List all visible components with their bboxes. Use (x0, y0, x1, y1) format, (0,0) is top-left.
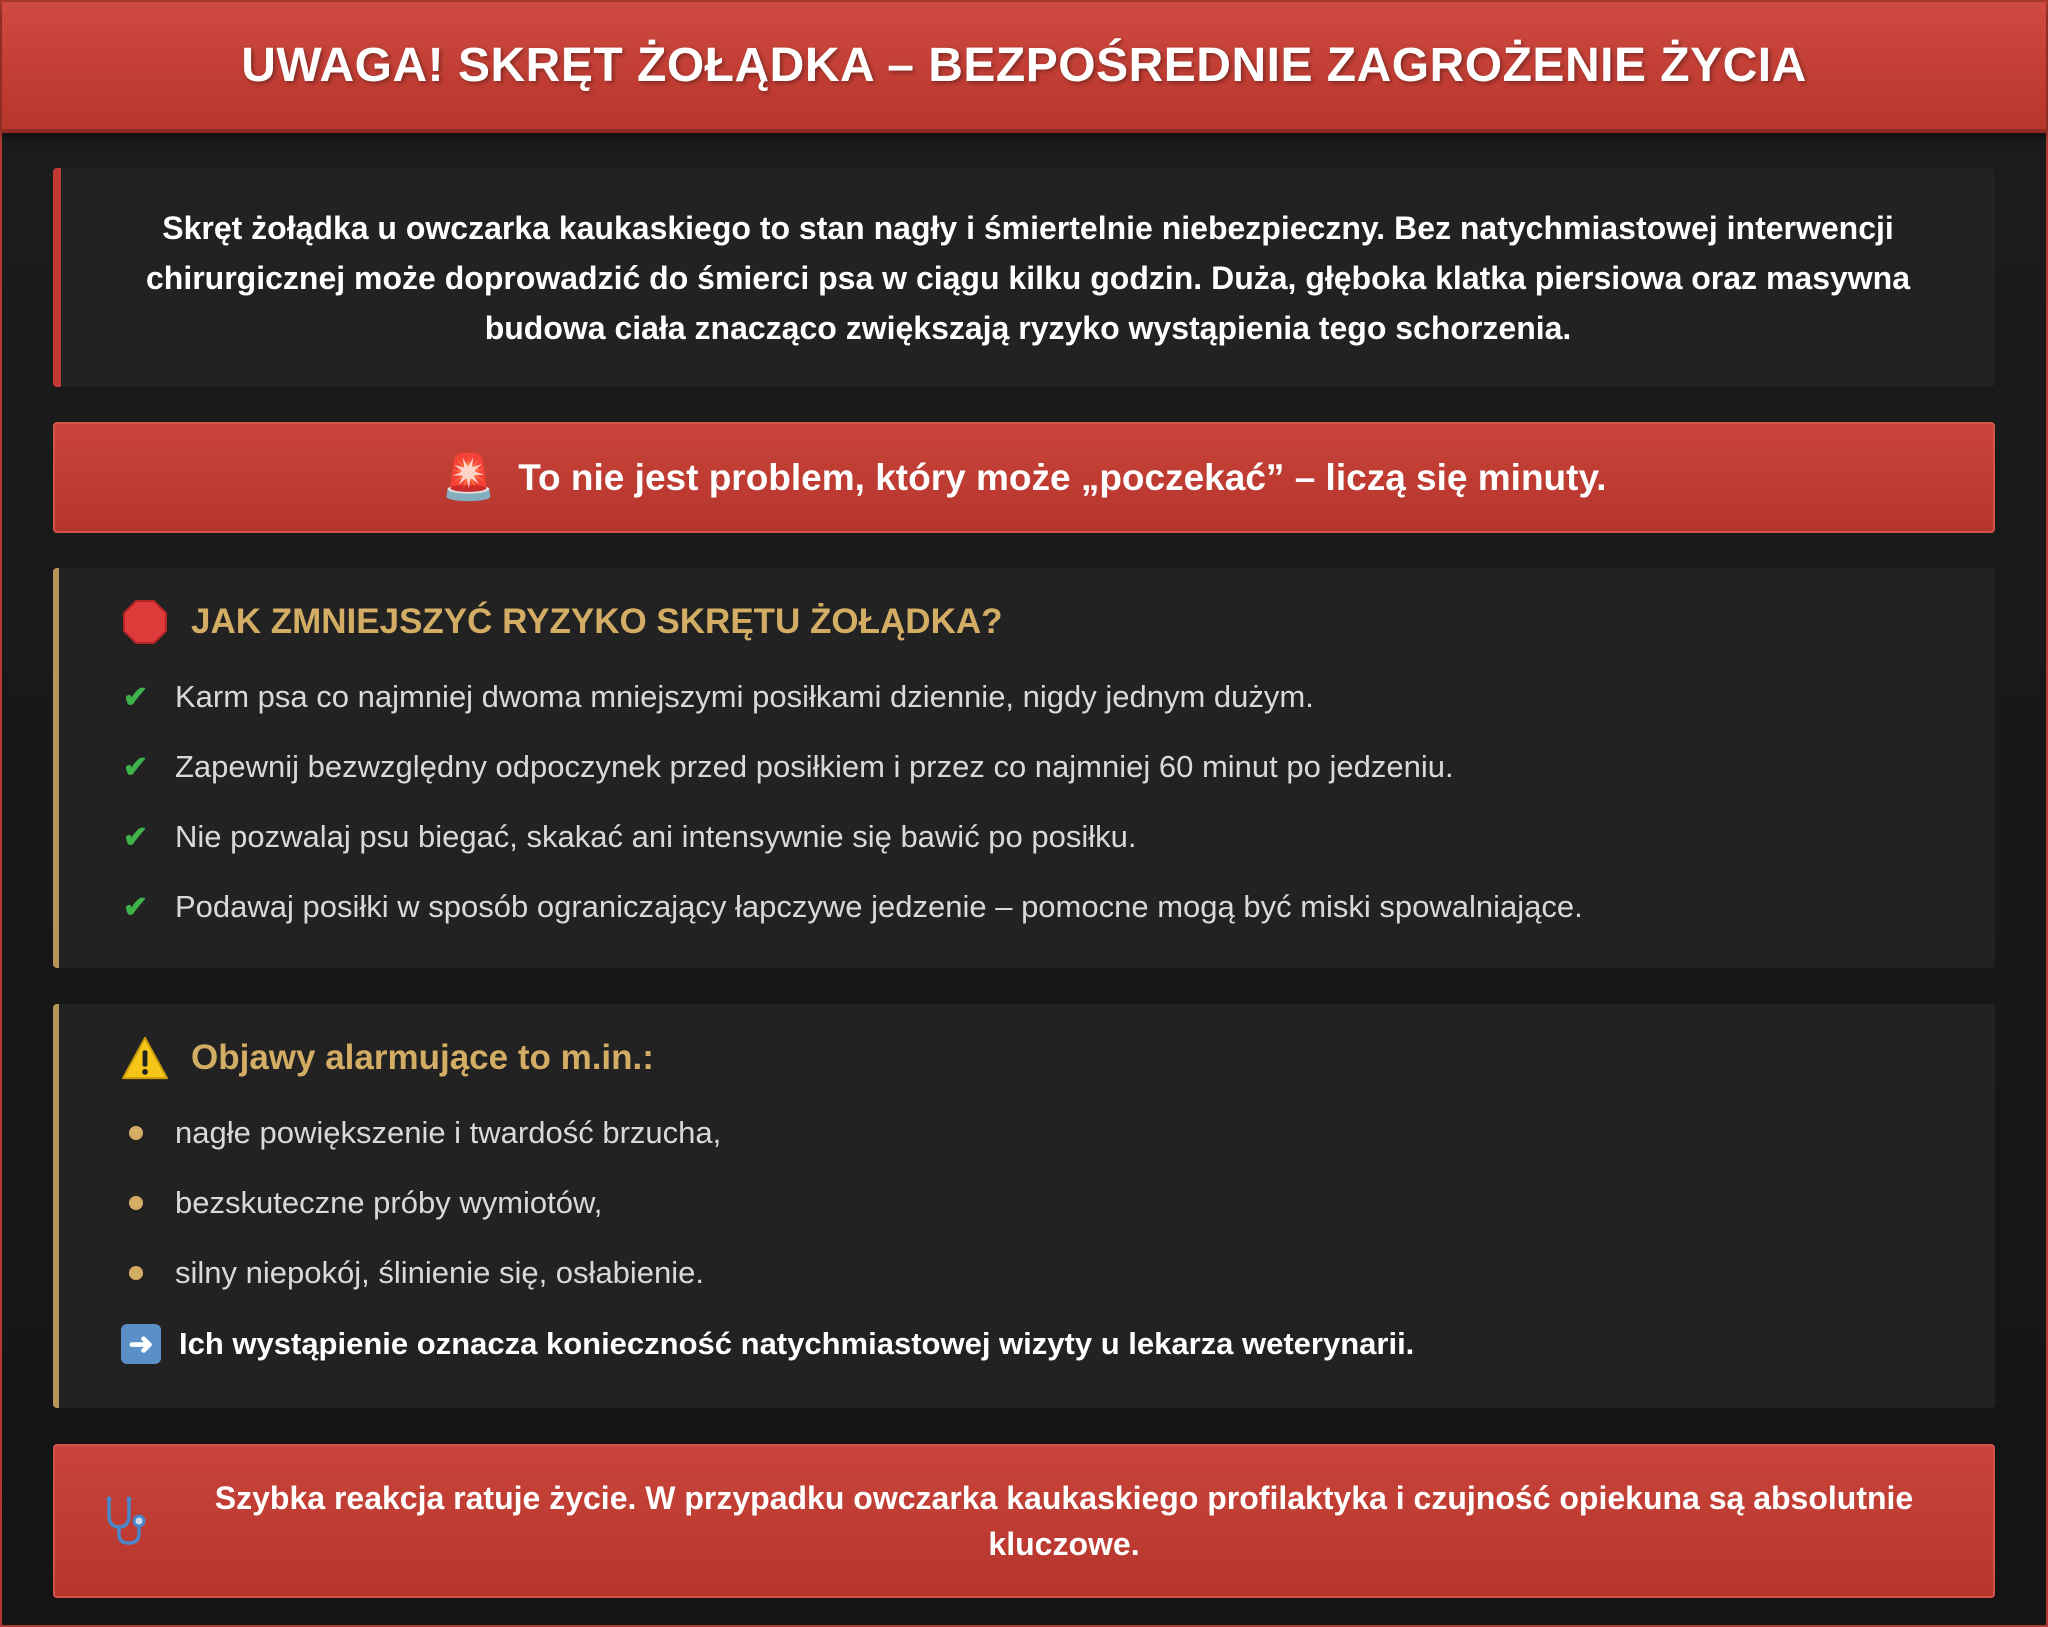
header-banner (2, 2, 2046, 133)
bullet-icon (121, 1196, 175, 1210)
list-item-text: Podawaj posiłki w sposób ograniczający łapczywe jedzenie – pomocne mogą być miski spowalniające. (175, 889, 1583, 924)
footer-banner (53, 1444, 1995, 1598)
intro-box (53, 168, 1995, 387)
list-item-text: Karm psa co najmniej dwoma mniejszymi posiłkami dziennie, nigdy jednym dużym. (175, 679, 1314, 714)
list-item-text: silny niepokój, ślinienie się, osłabienie. (175, 1255, 705, 1290)
checkmark-icon: ✔ (123, 750, 149, 784)
alert-banner (53, 422, 1995, 533)
alert-text: To nie jest problem, który może „poczekać” – liczą się minuty. (518, 456, 1607, 498)
checkmark-icon: ✔ (123, 890, 149, 924)
intro-text: Skręt żołądka u owczarka kaukaskiego to stan nagły i śmiertelnie niebezpieczny. Bez natychmiastowej interwencji chirurgicznej może doprowadzić do śmierci psa w ciągu kilku godzin. Duża, głęboka klatka piersiowa oraz masywna budowa ciała znacząco zwiększają ryzyko wystąpienia tego schorzenia. (145, 209, 1911, 346)
list-item-text: Nie pozwalaj psu biegać, skakać ani intensywnie się bawić po posiłku. (175, 819, 1137, 854)
list-item-text: nagłe powiększenie i twardość brzucha, (175, 1115, 722, 1150)
bullet-icon (121, 1266, 175, 1280)
main-content (2, 133, 2046, 1598)
risk-list (121, 662, 1995, 942)
symptoms-conclusion (121, 1314, 1995, 1374)
page-title: UWAGA! SKRĘT ŻOŁĄDKA – BEZPOŚREDNIE ZAGROŻENIE ŻYCIA (241, 39, 1807, 92)
checkmark-icon: ✔ (123, 820, 149, 854)
list-item-text: bezskuteczne próby wymiotów, (175, 1185, 603, 1220)
list-item (121, 732, 1995, 802)
siren-icon: 🚨 (441, 452, 497, 502)
list-item (121, 872, 1995, 942)
stop-sign-icon (121, 598, 169, 646)
arrow-right-icon: ➜ (121, 1324, 161, 1364)
stethoscope-icon (99, 1493, 155, 1549)
list-item-text: Zapewnij bezwzględny odpoczynek przed posiłkiem i przez co najmniej 60 minut po jedzeniu. (175, 749, 1454, 784)
risk-section-title: JAK ZMNIEJSZYĆ RYZYKO SKRĘTU ŻOŁĄDKA? (191, 602, 1003, 641)
list-item (121, 1238, 1995, 1308)
list-item (121, 1098, 1995, 1168)
footer-text: Szybka reakcja ratuje życie. W przypadku owczarka kaukaskiego profilaktyka i czujność opiekuna są absolutnie kluczowe. (214, 1480, 1914, 1562)
symptoms-section (53, 1004, 1995, 1408)
list-item (121, 662, 1995, 732)
risk-section (53, 568, 1995, 968)
symptoms-section-header (121, 1032, 1995, 1084)
risk-section-header (121, 596, 1995, 648)
list-item (121, 802, 1995, 872)
warning-icon (121, 1034, 169, 1082)
symptoms-section-title: Objawy alarmujące to m.in.: (191, 1038, 654, 1077)
checkmark-icon: ✔ (123, 680, 149, 714)
bullet-icon (121, 1126, 175, 1140)
list-item (121, 1168, 1995, 1238)
symptoms-list (121, 1098, 1995, 1308)
conclusion-text: Ich wystąpienie oznacza konieczność natychmiastowej wizyty u lekarza weterynarii. (179, 1326, 1415, 1361)
